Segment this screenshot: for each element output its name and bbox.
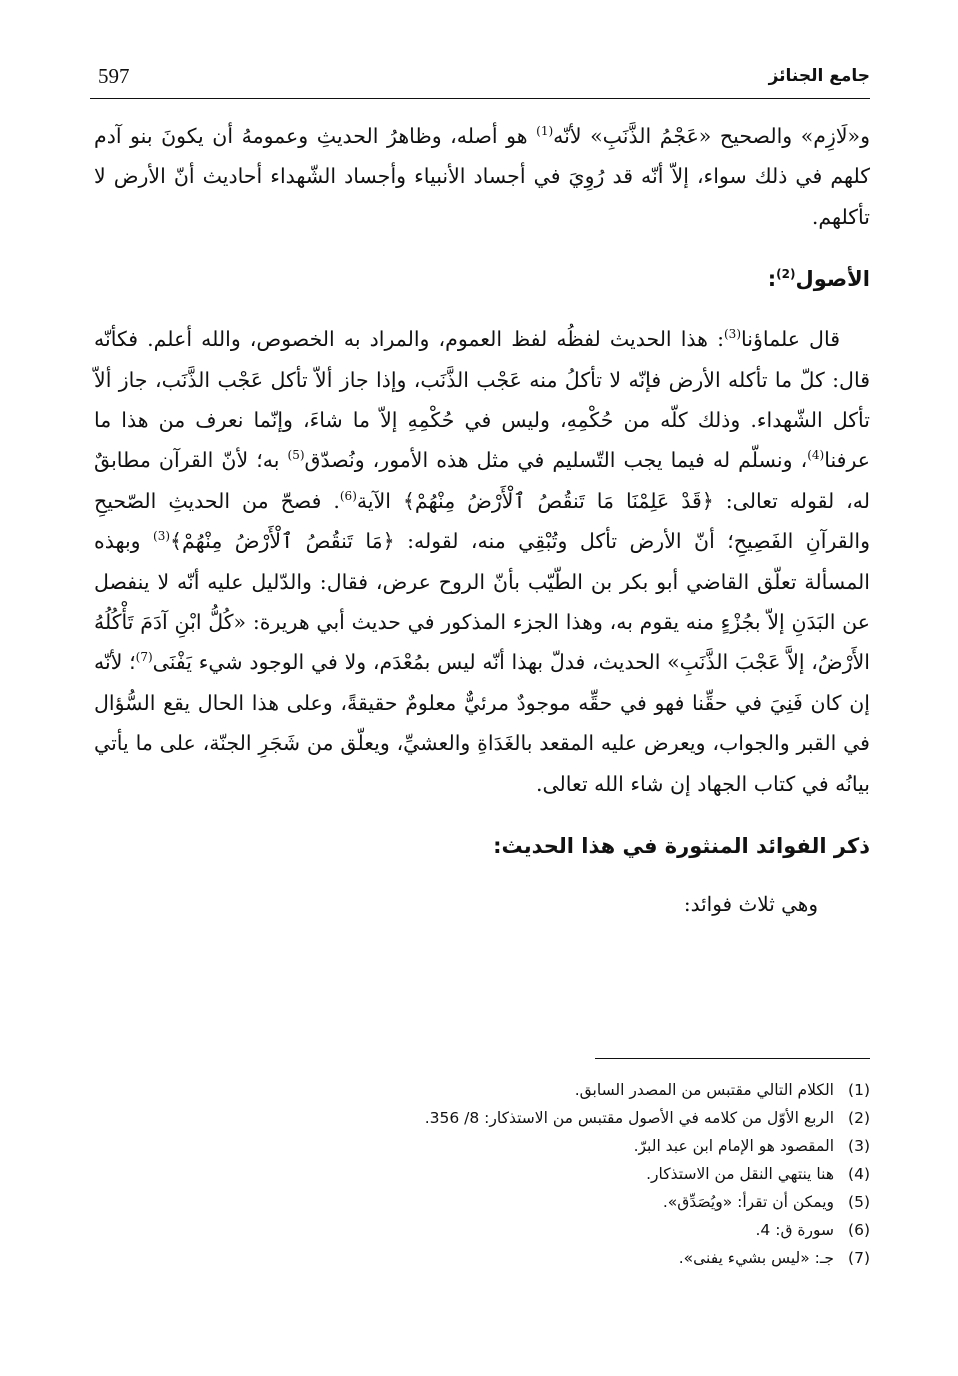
footnote-text: الربع الأوّل من كلامه في الأصول مقتبس من الاستذكار: 8/ 356. bbox=[424, 1109, 834, 1127]
footnote-ref[interactable]: (7) bbox=[135, 650, 153, 665]
footnote-item bbox=[94, 1160, 870, 1188]
page-header bbox=[90, 58, 870, 99]
footnote-text: هنا ينتهي النقل من الاستذكار. bbox=[646, 1165, 834, 1183]
footnote-text: المقصود هو الإمام ابن عبد البرّ. bbox=[633, 1137, 834, 1155]
running-title: جامع الجنائز bbox=[768, 66, 870, 86]
footnote-ref[interactable]: (5) bbox=[287, 448, 305, 463]
footnote-divider bbox=[595, 1058, 870, 1059]
footnote-number: (1) bbox=[848, 1081, 870, 1099]
footnote-ref[interactable]: (3) bbox=[723, 327, 741, 342]
footnote-item bbox=[94, 1188, 870, 1216]
footnote-item bbox=[94, 1132, 870, 1160]
section-heading-fawaid: ذكر الفوائد المنثورة في هذا الحديث: bbox=[493, 834, 870, 859]
book-page bbox=[90, 58, 870, 1348]
footnote-item bbox=[94, 1104, 870, 1132]
footnote-number: (3) bbox=[848, 1137, 870, 1155]
footnote-text: الكلام التالي مقتبس من المصدر السابق. bbox=[574, 1081, 834, 1099]
footnote-text: ويمكن أن تقرأ: «ويُصَدِّق». bbox=[662, 1193, 834, 1211]
subheading-three-benefits: وهي ثلاث فوائد: bbox=[683, 892, 818, 917]
footnote-ref[interactable]: (4) bbox=[807, 448, 825, 463]
page-number: 597 bbox=[98, 64, 130, 88]
footnote-number: (6) bbox=[848, 1221, 870, 1239]
footnote-ref[interactable]: (2) bbox=[776, 267, 796, 282]
footnote-ref[interactable]: (3) bbox=[153, 529, 171, 544]
section-heading-usul: الأصول$^{(2)}$: bbox=[767, 267, 870, 292]
footnote-item bbox=[94, 1216, 870, 1244]
footnote-item bbox=[94, 1244, 870, 1272]
footnote-ref[interactable]: (6) bbox=[339, 489, 357, 504]
footnote-number: (2) bbox=[848, 1109, 870, 1127]
footnote-ref[interactable]: (1) bbox=[536, 124, 554, 139]
footnote-number: (4) bbox=[848, 1165, 870, 1183]
footnotes-list bbox=[94, 1076, 870, 1272]
footnote-number: (5) bbox=[848, 1193, 870, 1211]
paragraph-usul: قال علماؤنا$^{(3)}$: هذا الحديث لفظُه لفظ العموم، والمراد به الخصوص، والله أعلم. فكأنّه قال: كلّ ما تأكله الأرض فإنّه لا تأكلُ منه عَجْب الذَّنَب، وإذا جاز ألاّ تأكل عَجْب الذَّنَب، جاز ألاّ تأكل الشّهداء. وذلك كلّه من حُكْمِهِ، وليس في حُكْمِهِ إلاّ ما شاءَ، وإنّما نعرف من هذا ما عرفنا$^{(4)}$، ونسلّم له فيما يجب التّسليم في مثل هذه الأمور، ونُصدّق$^{(5)}$ به؛ لأنّ القرآن مطابقٌ له، لقوله تعالى: ﴿قَدْ عَلِمْنَا مَا تَنقُصُ ٱلْأَرْضُ مِنْهُمْ﴾ الآية$^{(6)}$. فصحّ من الحديثِ الصّحيحِ والقرآنِ الفَصِيحِ؛ أنّ الأرض تأكل وتُبْقِي منه، لقوله: ﴿مَا تَنقُصُ ٱلْأَرْضُ مِنْهُمْ﴾$^{(3)}$ وبهذه المسألة تعلّق القاضي أبو بكر بن الطّيّب بأنّ الروح عرض، فقال: والدّليل عليه أنّه لا ينفصل عن البَدَنِ إلاّ بجُزْءٍ منه يقوم به، وهذا الجزء المذكور في حديث أبي هريرة: «كُلُّ ابْنِ آدَمَ تَأْكُلُهُ الأَرْضُ، إلاَّ عَجْبَ الذَّنَبِ» الحديث، فدلّ بهذا أنّه ليس بمُعْدَم، ولا في الوجود شيء يَفْنَى$^{(7)}$؛ لأنّه إن كان فَنِيَ في حقِّنا فهو في حقِّه موجودٌ مرئيٌّ معلومٌ حقيقةً، وعلى هذا الحال يقع السُّؤال في القبر والجواب، ويعرض عليه المقعد بالغَدَاةِ والعشيِّ، ويعلّق من شَجَرِ الجنّة، على ما يأتي بيانُه في كتاب الجهاد إن شاء الله تعالى. bbox=[94, 327, 871, 796]
footnote-text: سورة ق: 4. bbox=[755, 1221, 834, 1239]
main-text bbox=[94, 116, 870, 925]
footnote-number: (7) bbox=[848, 1249, 870, 1267]
paragraph-intro: و«لَازِم» والصحيح «عَجْمُ الذَّنَبِ» لأنّه$^{(1)}$ هو أصله، وظاهرُ الحديثِ وعمومهُ أن يكونَ بنو آدم كلهم في ذلك سواء، إلاّ أنّه قد رُوِيَ في أجساد الأنبياء وأجساد الشّهداء أحاديث أنّ الأرض لا تأكلهم. bbox=[94, 124, 870, 229]
footnote-text: جـ: «ليس بشيء يفنى». bbox=[678, 1249, 834, 1267]
footnote-item bbox=[94, 1076, 870, 1104]
